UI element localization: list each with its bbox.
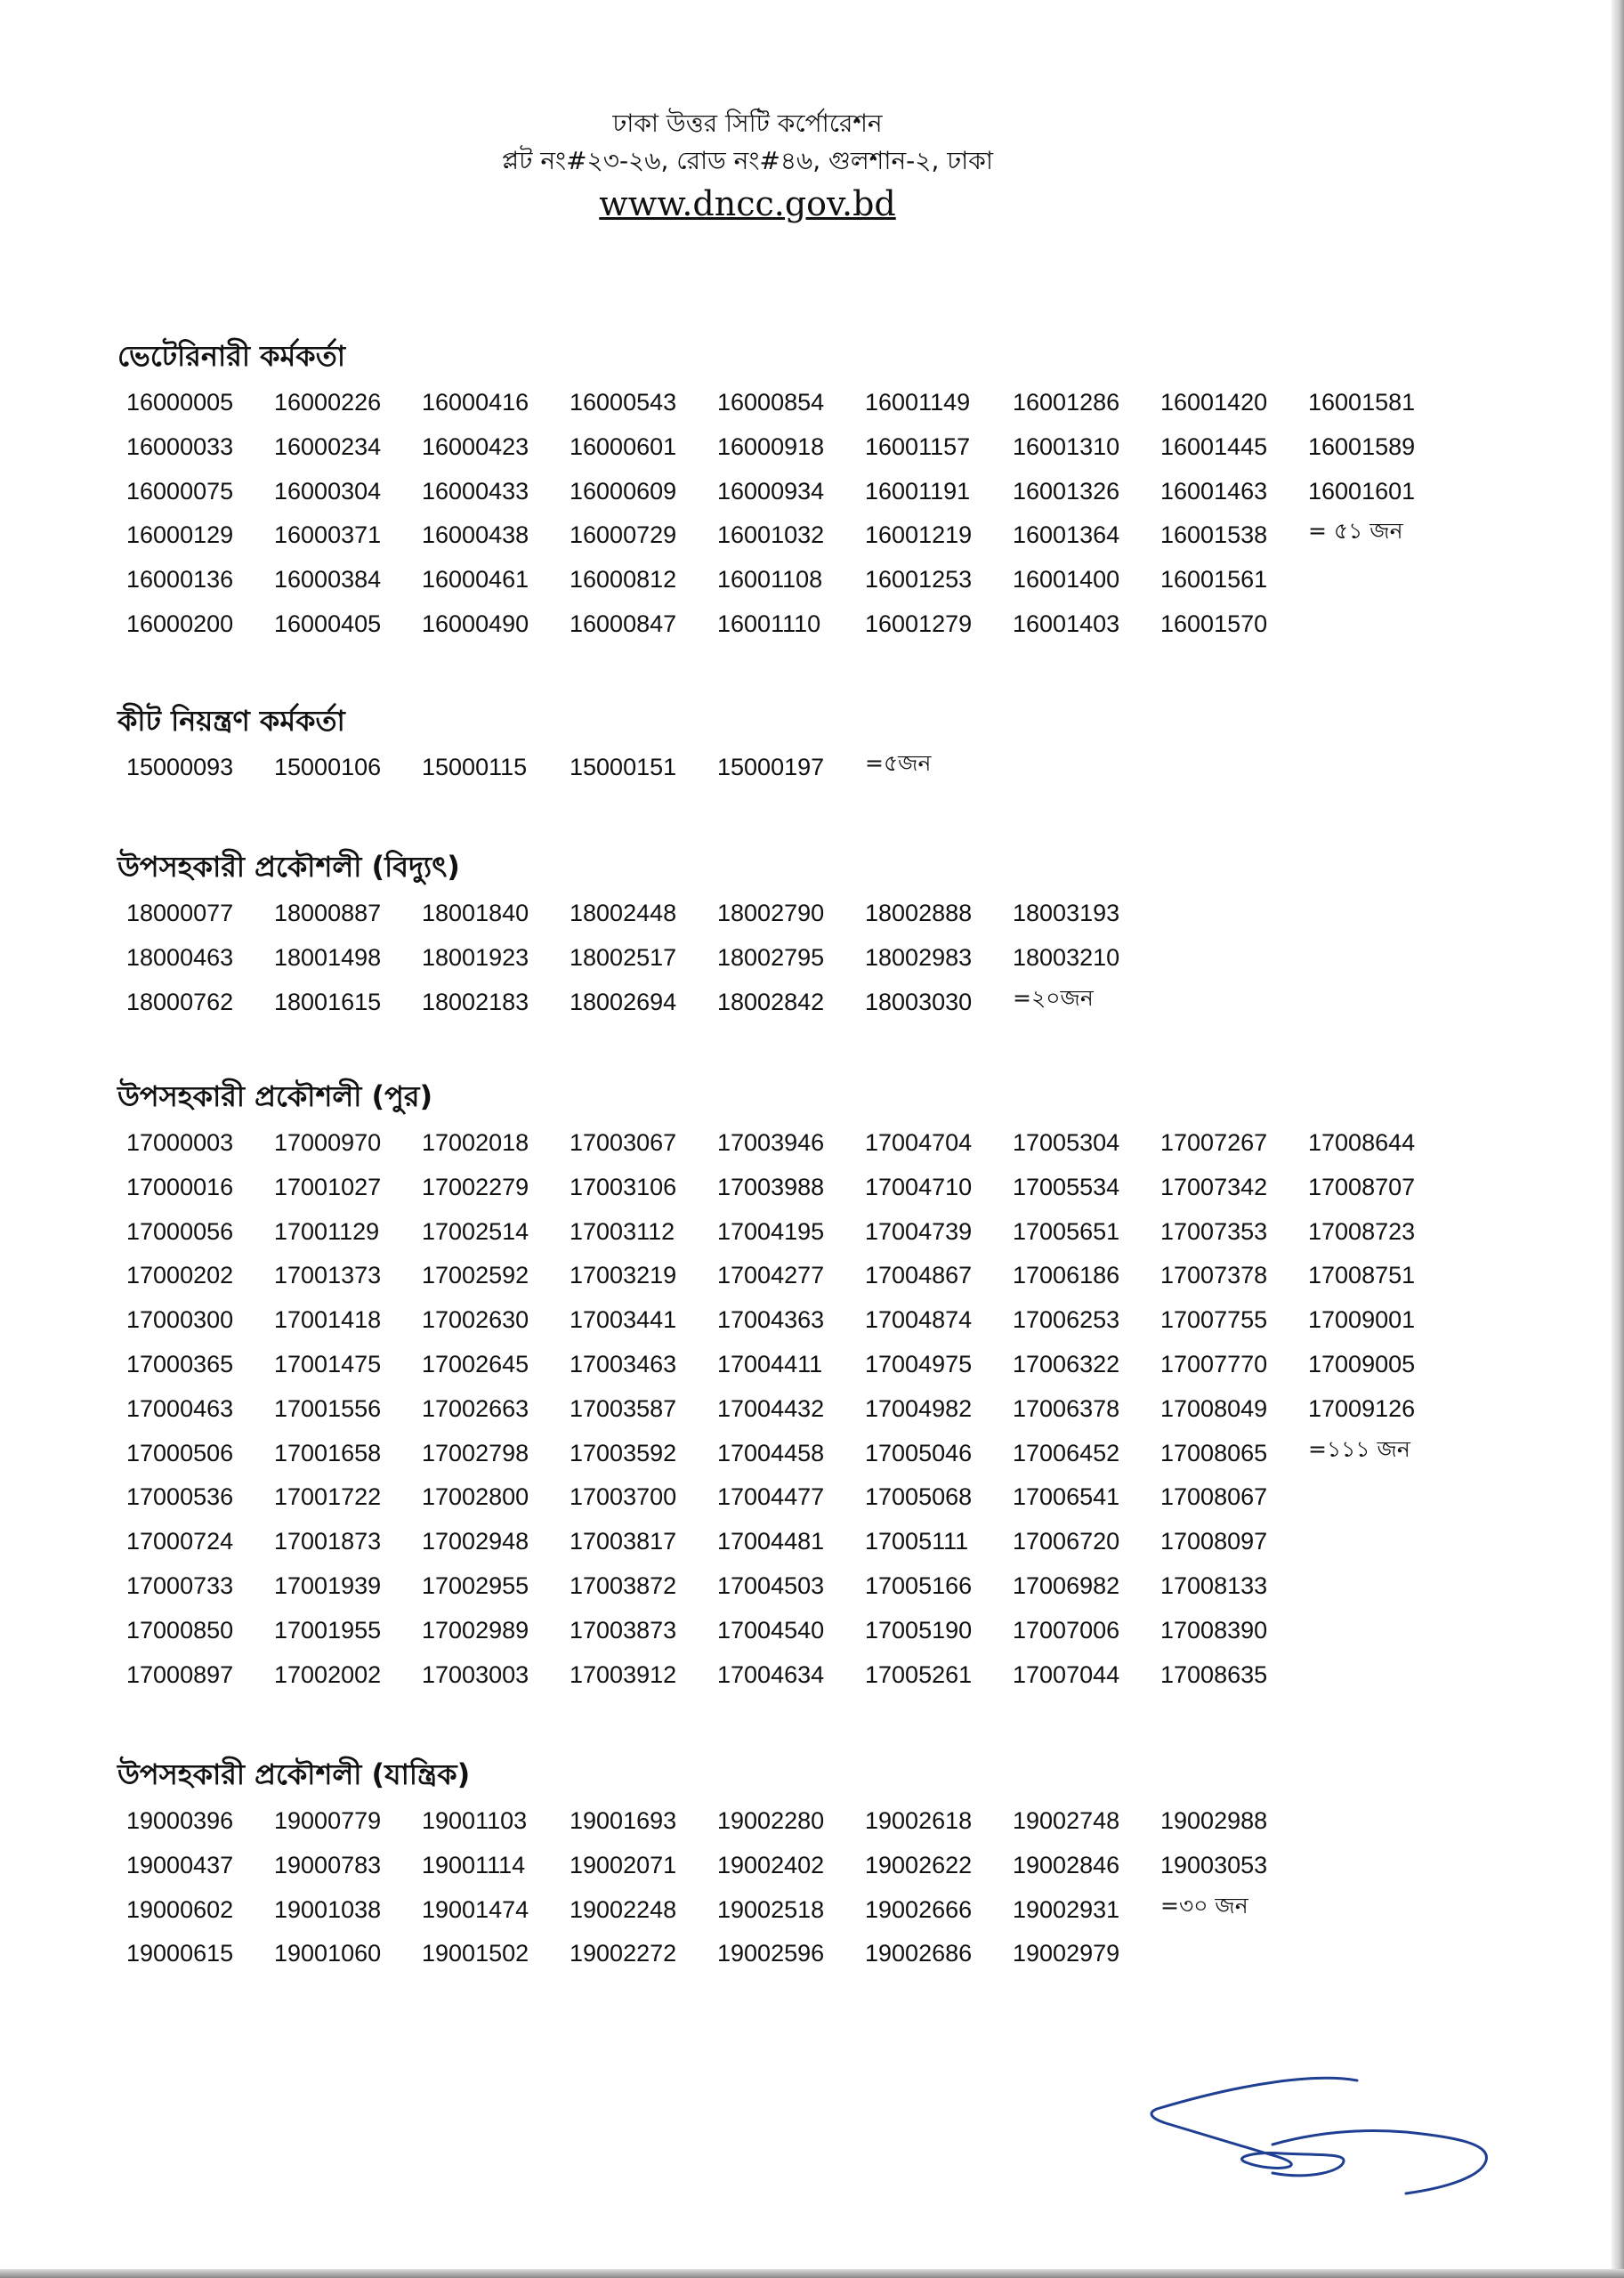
employee-id: 15000106 (274, 754, 382, 780)
employee-id: 19001693 (570, 1807, 677, 1834)
employee-id: 18002795 (717, 943, 825, 971)
employee-id: 17001873 (274, 1528, 382, 1555)
employee-id: 17000970 (274, 1129, 382, 1156)
employee-id: 17004710 (865, 1173, 973, 1200)
employee-id: 18002183 (422, 988, 529, 1015)
employee-id: 17002018 (422, 1129, 529, 1156)
employee-id: 16000416 (422, 389, 529, 416)
employee-id: 16000609 (570, 477, 677, 505)
employee-id: 16001253 (865, 566, 973, 594)
employee-id: 18002842 (717, 988, 825, 1015)
employee-id: 17007267 (1160, 1129, 1268, 1156)
employee-id: 17004195 (717, 1217, 825, 1245)
employee-id: 19001502 (422, 1940, 529, 1967)
employee-id: 17006452 (1013, 1439, 1120, 1466)
employee-id: 17003988 (717, 1173, 825, 1200)
employee-id: 17004477 (717, 1483, 825, 1511)
employee-id: 19000437 (126, 1851, 234, 1878)
section-total-count: =৩০ জন (1160, 1892, 1248, 1919)
employee-id: 17000733 (126, 1571, 234, 1599)
employee-id: 15000093 (126, 754, 234, 780)
employee-id: 17001129 (274, 1217, 380, 1245)
employee-id: 19002988 (1160, 1807, 1268, 1834)
employee-id: 16001400 (1013, 566, 1120, 594)
employee-id: 17003873 (570, 1616, 677, 1644)
employee-id: 19001474 (422, 1895, 529, 1923)
employee-id: 17002955 (422, 1571, 529, 1599)
employee-id: 17008065 (1160, 1439, 1268, 1466)
employee-id: 17000506 (126, 1439, 234, 1466)
employee-id: 17006982 (1013, 1571, 1120, 1599)
employee-id: 17003106 (570, 1173, 677, 1200)
employee-id: 17002663 (422, 1394, 529, 1422)
employee-id: 19002931 (1013, 1895, 1120, 1923)
employee-id: 16000129 (126, 521, 234, 549)
employee-id: 16000854 (717, 389, 825, 416)
employee-id: 16000729 (570, 521, 677, 549)
employee-id: 17003441 (570, 1306, 677, 1334)
employee-id: 17008707 (1308, 1173, 1416, 1200)
employee-id: 17000365 (126, 1350, 234, 1377)
website-link[interactable]: www.dncc.gov.bd (599, 184, 896, 223)
employee-id: 17004411 (717, 1350, 823, 1377)
employee-id: 15000115 (422, 754, 528, 780)
employee-id: 16000934 (717, 477, 825, 505)
employee-id: 17004874 (865, 1306, 973, 1334)
handwritten-signature (1139, 2047, 1495, 2198)
section-veterinary-officer (114, 336, 1456, 649)
employee-id: 17001418 (274, 1306, 382, 1334)
employee-id: 17008723 (1308, 1217, 1416, 1245)
employee-id: 19002618 (865, 1807, 973, 1834)
employee-id: 17005304 (1013, 1129, 1120, 1156)
employee-id: 18001840 (422, 900, 529, 926)
employee-id: 17003463 (570, 1350, 677, 1377)
organization-name: ঢাকা উত্তর সিটি কর্পোরেশন (612, 109, 883, 138)
employee-id: 17007353 (1160, 1217, 1268, 1245)
employee-id: 16000384 (274, 566, 382, 594)
employee-id: 16000490 (422, 610, 529, 637)
employee-id: 17004277 (717, 1262, 825, 1289)
employee-id: 17002645 (422, 1350, 529, 1377)
employee-id: 17002798 (422, 1439, 529, 1466)
employee-id: 17001658 (274, 1439, 382, 1466)
employee-id: 17001556 (274, 1394, 382, 1422)
employee-id: 17000897 (126, 1660, 234, 1688)
employee-id: 17004634 (717, 1660, 825, 1688)
employee-id: 17007755 (1160, 1306, 1268, 1334)
id-grid (126, 1801, 1456, 1978)
employee-id: 17006378 (1013, 1394, 1120, 1422)
employee-id: 17008390 (1160, 1616, 1268, 1644)
employee-id: 17005166 (865, 1571, 973, 1599)
employee-id: 16001149 (865, 389, 971, 416)
employee-id: 17005046 (865, 1439, 973, 1466)
employee-id: 17007378 (1160, 1262, 1268, 1289)
employee-id: 18000762 (126, 988, 234, 1015)
section-title: ভেটেরিনারী কর্মকর্তা (117, 339, 345, 373)
employee-id: 17003219 (570, 1262, 677, 1289)
employee-id: 17003003 (422, 1660, 529, 1688)
employee-id: 17005534 (1013, 1173, 1120, 1200)
employee-id: 19001114 (422, 1851, 526, 1878)
employee-id: 18002790 (717, 900, 825, 926)
employee-id: 16000423 (422, 432, 529, 460)
employee-id: 19000783 (274, 1851, 382, 1878)
employee-id: 18003193 (1013, 900, 1120, 926)
employee-id: 17003067 (570, 1129, 677, 1156)
employee-id: 17003587 (570, 1394, 677, 1422)
employee-id: 16001561 (1160, 566, 1268, 594)
employee-id: 16001364 (1013, 521, 1120, 549)
employee-id: 16001581 (1308, 389, 1416, 416)
page-bottom-edge (0, 2269, 1624, 2278)
employee-id: 18001498 (274, 943, 382, 971)
employee-id: 18000887 (274, 900, 382, 926)
employee-id: 17007770 (1160, 1350, 1268, 1377)
section-title: উপসহকারী প্রকৌশলী (যান্ত্রিক) (117, 1757, 471, 1791)
employee-id: 16001403 (1013, 610, 1120, 637)
employee-id: 16001157 (865, 432, 971, 460)
employee-id: 17004503 (717, 1571, 825, 1599)
employee-id: 17002279 (422, 1173, 529, 1200)
employee-id: 16001570 (1160, 610, 1268, 637)
employee-id: 17009005 (1308, 1350, 1416, 1377)
section-sae-mechanical (114, 1755, 1456, 1978)
employee-id: 16000005 (126, 389, 234, 416)
section-total-count: = ৫১ জন (1308, 518, 1403, 545)
employee-id: 16001286 (1013, 389, 1120, 416)
employee-id: 18002694 (570, 988, 677, 1015)
employee-id: 16000304 (274, 477, 382, 505)
employee-id: 17000003 (126, 1129, 234, 1156)
employee-id: 17000536 (126, 1483, 234, 1511)
employee-id: 17001955 (274, 1616, 382, 1644)
employee-id: 18002448 (570, 900, 677, 926)
employee-id: 17006720 (1013, 1528, 1120, 1555)
section-total-count: =২০জন (1013, 984, 1094, 1011)
employee-id: 17001722 (274, 1483, 382, 1511)
employee-id: 16001420 (1160, 389, 1268, 416)
document-header (0, 105, 1495, 226)
employee-id: 16000371 (274, 521, 382, 549)
employee-id: 17003872 (570, 1571, 677, 1599)
id-grid (126, 747, 1456, 792)
employee-id: 19002248 (570, 1895, 677, 1923)
employee-id: 17002592 (422, 1262, 529, 1289)
employee-id: 16000812 (570, 566, 677, 594)
employee-id: 19002748 (1013, 1807, 1120, 1834)
employee-id: 19002622 (865, 1851, 973, 1878)
employee-id: 17003817 (570, 1528, 677, 1555)
employee-id: 17002989 (422, 1616, 529, 1644)
employee-id: 17007342 (1160, 1173, 1268, 1200)
employee-id: 17002630 (422, 1306, 529, 1334)
id-grid (126, 1123, 1456, 1699)
id-grid (126, 893, 1456, 1026)
employee-id: 16000433 (422, 477, 529, 505)
employee-id: 17004432 (717, 1394, 825, 1422)
employee-id: 17002002 (274, 1660, 382, 1688)
employee-id: 16001326 (1013, 477, 1120, 505)
employee-id: 16000438 (422, 521, 529, 549)
employee-id: 16001191 (865, 477, 971, 505)
employee-id: 17004739 (865, 1217, 973, 1245)
employee-id: 17005651 (1013, 1217, 1120, 1245)
section-sae-civil (114, 1077, 1456, 1699)
employee-id: 17000016 (126, 1173, 234, 1200)
employee-id: 16001538 (1160, 521, 1268, 549)
employee-id: 17009001 (1308, 1306, 1416, 1334)
employee-id: 17001373 (274, 1262, 382, 1289)
employee-id: 17003112 (570, 1217, 675, 1245)
employee-id: 17008644 (1308, 1129, 1416, 1156)
employee-id: 17002948 (422, 1528, 529, 1555)
section-title: উপসহকারী প্রকৌশলী (পুর) (117, 1079, 433, 1113)
employee-id: 19000779 (274, 1807, 382, 1834)
employee-id: 17008635 (1160, 1660, 1268, 1688)
employee-id: 19000602 (126, 1895, 234, 1923)
employee-id: 17004458 (717, 1439, 825, 1466)
employee-id: 17005190 (865, 1616, 973, 1644)
employee-id: 17008133 (1160, 1571, 1268, 1599)
employee-id: 17003946 (717, 1129, 825, 1156)
employee-id: 19001060 (274, 1940, 382, 1967)
organization-address: প্লট নং#২৩-২৬, রোড নং#৪৬, গুলশান-২, ঢাকা (502, 146, 993, 175)
employee-id: 18001615 (274, 988, 382, 1015)
employee-id: 17004982 (865, 1394, 973, 1422)
page-edge-shadow (1612, 0, 1624, 2278)
employee-id: 19000615 (126, 1940, 234, 1967)
employee-id: 19002596 (717, 1940, 825, 1967)
employee-id: 16001108 (717, 566, 823, 594)
employee-id: 17007006 (1013, 1616, 1120, 1644)
employee-id: 19001038 (274, 1895, 382, 1923)
employee-id: 16000847 (570, 610, 677, 637)
employee-id: 18000077 (126, 900, 234, 926)
employee-id: 16001589 (1308, 432, 1416, 460)
employee-id: 19000396 (126, 1807, 234, 1834)
employee-id: 17007044 (1013, 1660, 1120, 1688)
employee-id: 17006322 (1013, 1350, 1120, 1377)
employee-id: 18003030 (865, 988, 973, 1015)
employee-id: 19002272 (570, 1940, 677, 1967)
employee-id: 17000850 (126, 1616, 234, 1644)
employee-id: 19001103 (422, 1807, 528, 1834)
employee-id: 18001923 (422, 943, 529, 971)
employee-id: 17008067 (1160, 1483, 1268, 1511)
employee-id: 19002846 (1013, 1851, 1120, 1878)
section-total-count: =৫জন (865, 750, 932, 776)
employee-id: 17008097 (1160, 1528, 1268, 1555)
employee-id: 16001310 (1013, 432, 1120, 460)
employee-id: 17001475 (274, 1350, 382, 1377)
employee-id: 17004704 (865, 1129, 973, 1156)
employee-id: 17004481 (717, 1528, 825, 1555)
employee-id: 18000463 (126, 943, 234, 971)
id-grid (126, 383, 1456, 649)
employee-id: 16001219 (865, 521, 973, 549)
section-total-count: =১১১ জন (1308, 1435, 1410, 1462)
employee-id: 17009126 (1308, 1394, 1416, 1422)
employee-id: 19002071 (570, 1851, 677, 1878)
employee-id: 19003053 (1160, 1851, 1268, 1878)
employee-id: 17000300 (126, 1306, 234, 1334)
section-sae-electrical (114, 847, 1456, 1026)
employee-id: 17004363 (717, 1306, 825, 1334)
employee-id: 15000197 (717, 754, 825, 780)
employee-id: 16001445 (1160, 432, 1268, 460)
employee-id: 16001601 (1308, 477, 1416, 505)
employee-id: 19002686 (865, 1940, 973, 1967)
employee-id: 16000033 (126, 432, 234, 460)
employee-id: 18002983 (865, 943, 973, 971)
employee-id: 17001939 (274, 1571, 382, 1599)
employee-id: 17006253 (1013, 1306, 1120, 1334)
employee-id: 17003912 (570, 1660, 677, 1688)
section-pest-control-officer (114, 701, 1456, 792)
employee-id: 19002518 (717, 1895, 825, 1923)
employee-id: 17005111 (865, 1528, 969, 1555)
employee-id: 19002280 (717, 1807, 825, 1834)
employee-id: 17005261 (865, 1660, 973, 1688)
employee-id: 17000724 (126, 1528, 234, 1555)
employee-id: 17003700 (570, 1483, 677, 1511)
employee-id: 17006186 (1013, 1262, 1120, 1289)
employee-id: 18003210 (1013, 943, 1120, 971)
employee-id: 17004975 (865, 1350, 973, 1377)
employee-id: 16000200 (126, 610, 234, 637)
employee-id: 17000463 (126, 1394, 234, 1422)
employee-id: 17003592 (570, 1439, 677, 1466)
employee-id: 16001463 (1160, 477, 1268, 505)
employee-id: 16000543 (570, 389, 677, 416)
employee-id: 17000056 (126, 1217, 234, 1245)
employee-id: 17005068 (865, 1483, 973, 1511)
section-title: কীট নিয়ন্ত্রণ কর্মকর্তা (117, 704, 345, 738)
employee-id: 18002888 (865, 900, 973, 926)
employee-id: 17004540 (717, 1616, 825, 1644)
employee-id: 16000601 (570, 432, 677, 460)
employee-id: 16000136 (126, 566, 234, 594)
employee-id: 16000226 (274, 389, 382, 416)
employee-id: 16001032 (717, 521, 825, 549)
employee-id: 16000405 (274, 610, 382, 637)
employee-id: 16001110 (717, 610, 821, 637)
employee-id: 16000461 (422, 566, 529, 594)
employee-id: 17004867 (865, 1262, 973, 1289)
employee-id: 17008751 (1308, 1262, 1416, 1289)
employee-id: 17001027 (274, 1173, 382, 1200)
employee-id: 15000151 (570, 754, 677, 780)
employee-id: 17008049 (1160, 1394, 1268, 1422)
employee-id: 17006541 (1013, 1483, 1120, 1511)
employee-id: 19002666 (865, 1895, 973, 1923)
section-title: উপসহকারী প্রকৌশলী (বিদ্যুৎ) (117, 850, 460, 884)
employee-id: 17002514 (422, 1217, 529, 1245)
employee-id: 16001279 (865, 610, 973, 637)
employee-id: 19002402 (717, 1851, 825, 1878)
employee-id: 17000202 (126, 1262, 234, 1289)
employee-id: 18002517 (570, 943, 677, 971)
employee-id: 17002800 (422, 1483, 529, 1511)
employee-id: 16000234 (274, 432, 382, 460)
employee-id: 16000918 (717, 432, 825, 460)
employee-id: 16000075 (126, 477, 234, 505)
employee-id: 19002979 (1013, 1940, 1120, 1967)
